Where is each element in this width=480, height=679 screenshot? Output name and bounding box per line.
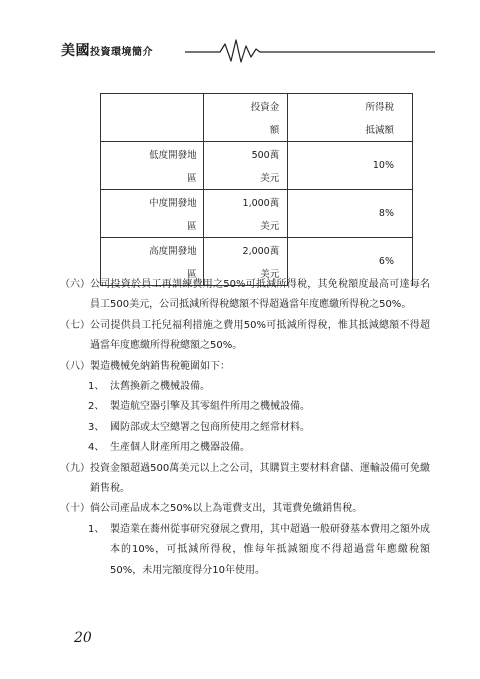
table-header-amount-2: 額: [203, 118, 288, 142]
table-row: [101, 238, 413, 262]
list-item-10: [60, 499, 430, 519]
header-title: [61, 40, 153, 60]
sub-item: [60, 418, 430, 438]
sub-item-marker: 4、: [88, 442, 105, 454]
item-marker: （六）: [60, 279, 90, 290]
sub-item-text: 製造業在蕎州從事研究發展之費用，其中超過一般研發基本費用之額外成本的10%，可抵減所得稅，惟每年抵減額度不得超過當年應繳稅額50%，未用完額度得分10年使用。: [110, 523, 430, 576]
sub-item-marker: 1、: [88, 523, 105, 535]
list-item-6: [60, 275, 430, 316]
row-amount-unit: 美元: [203, 214, 288, 238]
sub-item-marker: 3、: [88, 421, 105, 433]
row-amount-unit: 美元: [203, 166, 288, 190]
sub-item-marker: 1、: [88, 381, 105, 393]
row-label-cont: 區: [101, 262, 204, 286]
sub-item: [60, 438, 430, 458]
table-header-amount: 投資金: [203, 94, 288, 118]
table-header-credit: 所得稅: [288, 94, 413, 118]
item-marker: （十）: [60, 503, 90, 515]
row-rate: 8%: [288, 190, 413, 238]
table-header-empty: [101, 94, 204, 118]
page-number: 20: [74, 630, 92, 646]
header-title-sub: 投資環境簡介: [90, 47, 153, 58]
list-item-9: [60, 459, 430, 500]
item-marker: （九）: [60, 462, 90, 474]
sub-item-text: 製造航空器引擎及其零組件所用之機械設備。: [110, 401, 310, 413]
row-rate: 10%: [288, 142, 413, 190]
table-header-empty-2: [101, 118, 204, 142]
table-row: [101, 190, 413, 214]
row-label: 高度開發地: [101, 238, 204, 262]
item-text: 製造機械免納銷售稅範圍如下：: [90, 360, 230, 372]
row-label-cont: 區: [101, 214, 204, 238]
list-item-8: [60, 357, 430, 377]
row-rate: 6%: [288, 238, 413, 286]
item-text: 倘公司產品成本之50%以上為電費支出，其電費免繳銷售稅。: [90, 503, 363, 515]
header-title-main: 美國: [61, 43, 90, 59]
tax-credit-table: [100, 93, 413, 286]
sub-item-text: 汰舊換新之機械設備。: [110, 381, 210, 393]
sub-item-marker: 2、: [88, 401, 105, 413]
row-amount: 1,000萬: [203, 190, 288, 214]
item-text: 投資金額超過500萬美元以上之公司，其購買主要材料倉儲、運輸設備可免繳銷售稅。: [90, 462, 430, 495]
row-amount: 500萬: [203, 142, 288, 166]
body-text: [60, 275, 430, 581]
sub-item-text: 國防部或太空總署之包商所使用之經常材料。: [110, 421, 310, 433]
table-header-row: [101, 94, 413, 118]
table-header-credit-2: 抵減額: [288, 118, 413, 142]
row-label-cont: 區: [101, 166, 204, 190]
item-text: 公司提供員工托兒福利措施之費用50%可抵減所得稅，惟其抵減總額不得超過當年度應繳所得稅總額之50%。: [90, 319, 430, 352]
page-header: [55, 35, 435, 67]
list-item-7: [60, 316, 430, 357]
table-header-row-2: [101, 118, 413, 142]
table-row: [101, 142, 413, 166]
sub-item: [60, 520, 430, 581]
row-amount: 2,000萬: [203, 238, 288, 262]
row-amount-unit: 美元: [203, 262, 288, 286]
item-marker: （七）: [60, 319, 90, 331]
row-label: 中度開發地: [101, 190, 204, 214]
item-text: 公司投資於員工再訓練費用之50%可抵減所得稅，其免稅額度最高可達每名員工500美元，公司抵減所得稅總額不得超過當年度應繳所得稅之50%。: [90, 279, 430, 311]
sub-item: [60, 377, 430, 397]
row-label: 低度開發地: [101, 142, 204, 166]
sub-item-text: 生產個人財產所用之機器設備。: [110, 442, 250, 454]
sub-item: [60, 397, 430, 417]
item-marker: （八）: [60, 360, 90, 372]
